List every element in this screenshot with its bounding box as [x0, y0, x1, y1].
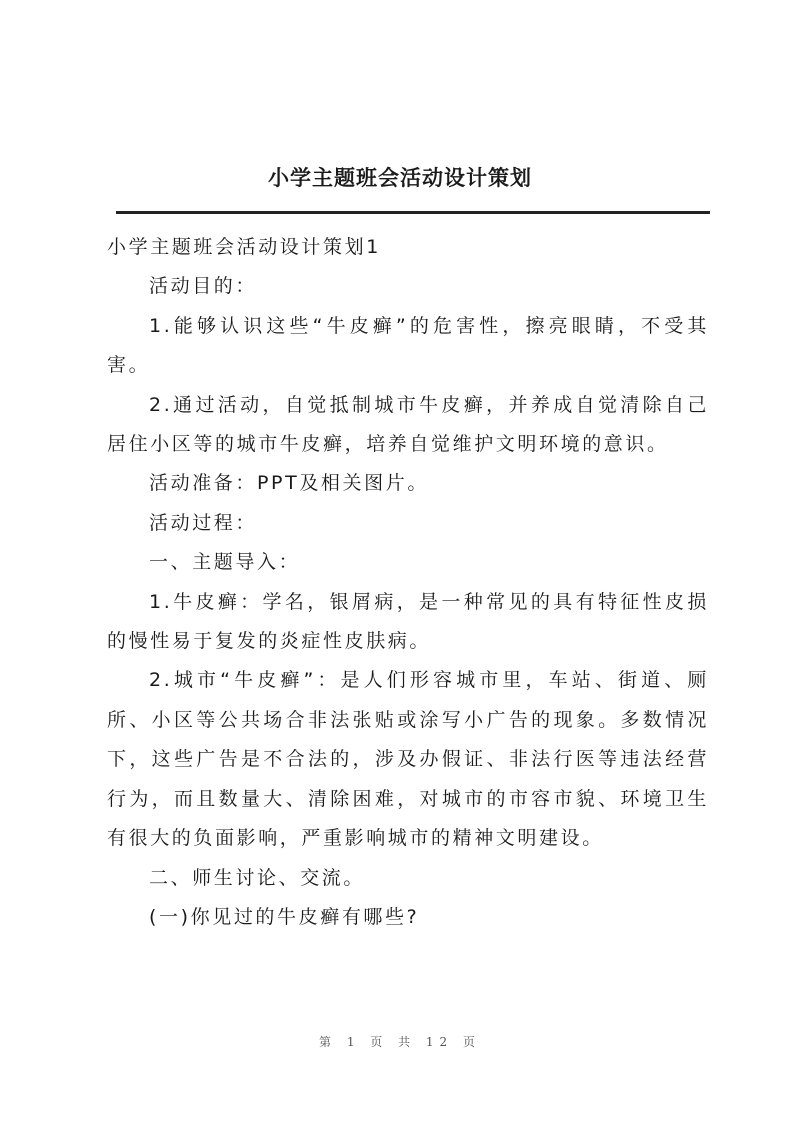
- paragraph: 活动目的：: [149, 275, 258, 298]
- paragraph: 二、师生讨论、交流。: [149, 866, 366, 889]
- paragraph: 活动过程：: [149, 511, 258, 534]
- paragraph-heading: 小学主题班会活动设计策划1: [107, 236, 381, 258]
- paragraph: 活动准备：PPT及相关图片。: [149, 472, 429, 495]
- document-title: 小学主题班会活动设计策划: [268, 166, 532, 190]
- document-body: [107, 228, 709, 937]
- paragraph: 1.牛皮癣：学名，银屑病，是一种常见的具有特征性皮损的慢性易于复发的炎症性皮肤病。: [107, 590, 709, 653]
- page-footer: 第 1 页 共 12 页: [319, 1035, 481, 1049]
- paragraph: 2.通过活动，自觉抵制城市牛皮癣，并养成自觉清除自己居住小区等的城市牛皮癣，培养自觉维护文明环境的意识。: [107, 393, 709, 456]
- paragraph: 2.城市“牛皮癣”：是人们形容城市里，车站、街道、厕所、小区等公共场合非法张贴或涂写小广告的现象。多数情况下，这些广告是不合法的，涉及办假证、非法行医等违法经营行为，而且数量大、清除困难，对城市的市容市貌、环境卫生有很大的负面影响，严重影响城市的精神文明建设。: [107, 669, 709, 850]
- paragraph: 1.能够认识这些“牛皮癣”的危害性，擦亮眼睛，不受其害。: [107, 314, 709, 377]
- title-divider: [116, 211, 710, 214]
- paragraph: 一、主题导入：: [149, 551, 301, 574]
- paragraph: (一)你见过的牛皮癣有哪些?: [149, 905, 420, 928]
